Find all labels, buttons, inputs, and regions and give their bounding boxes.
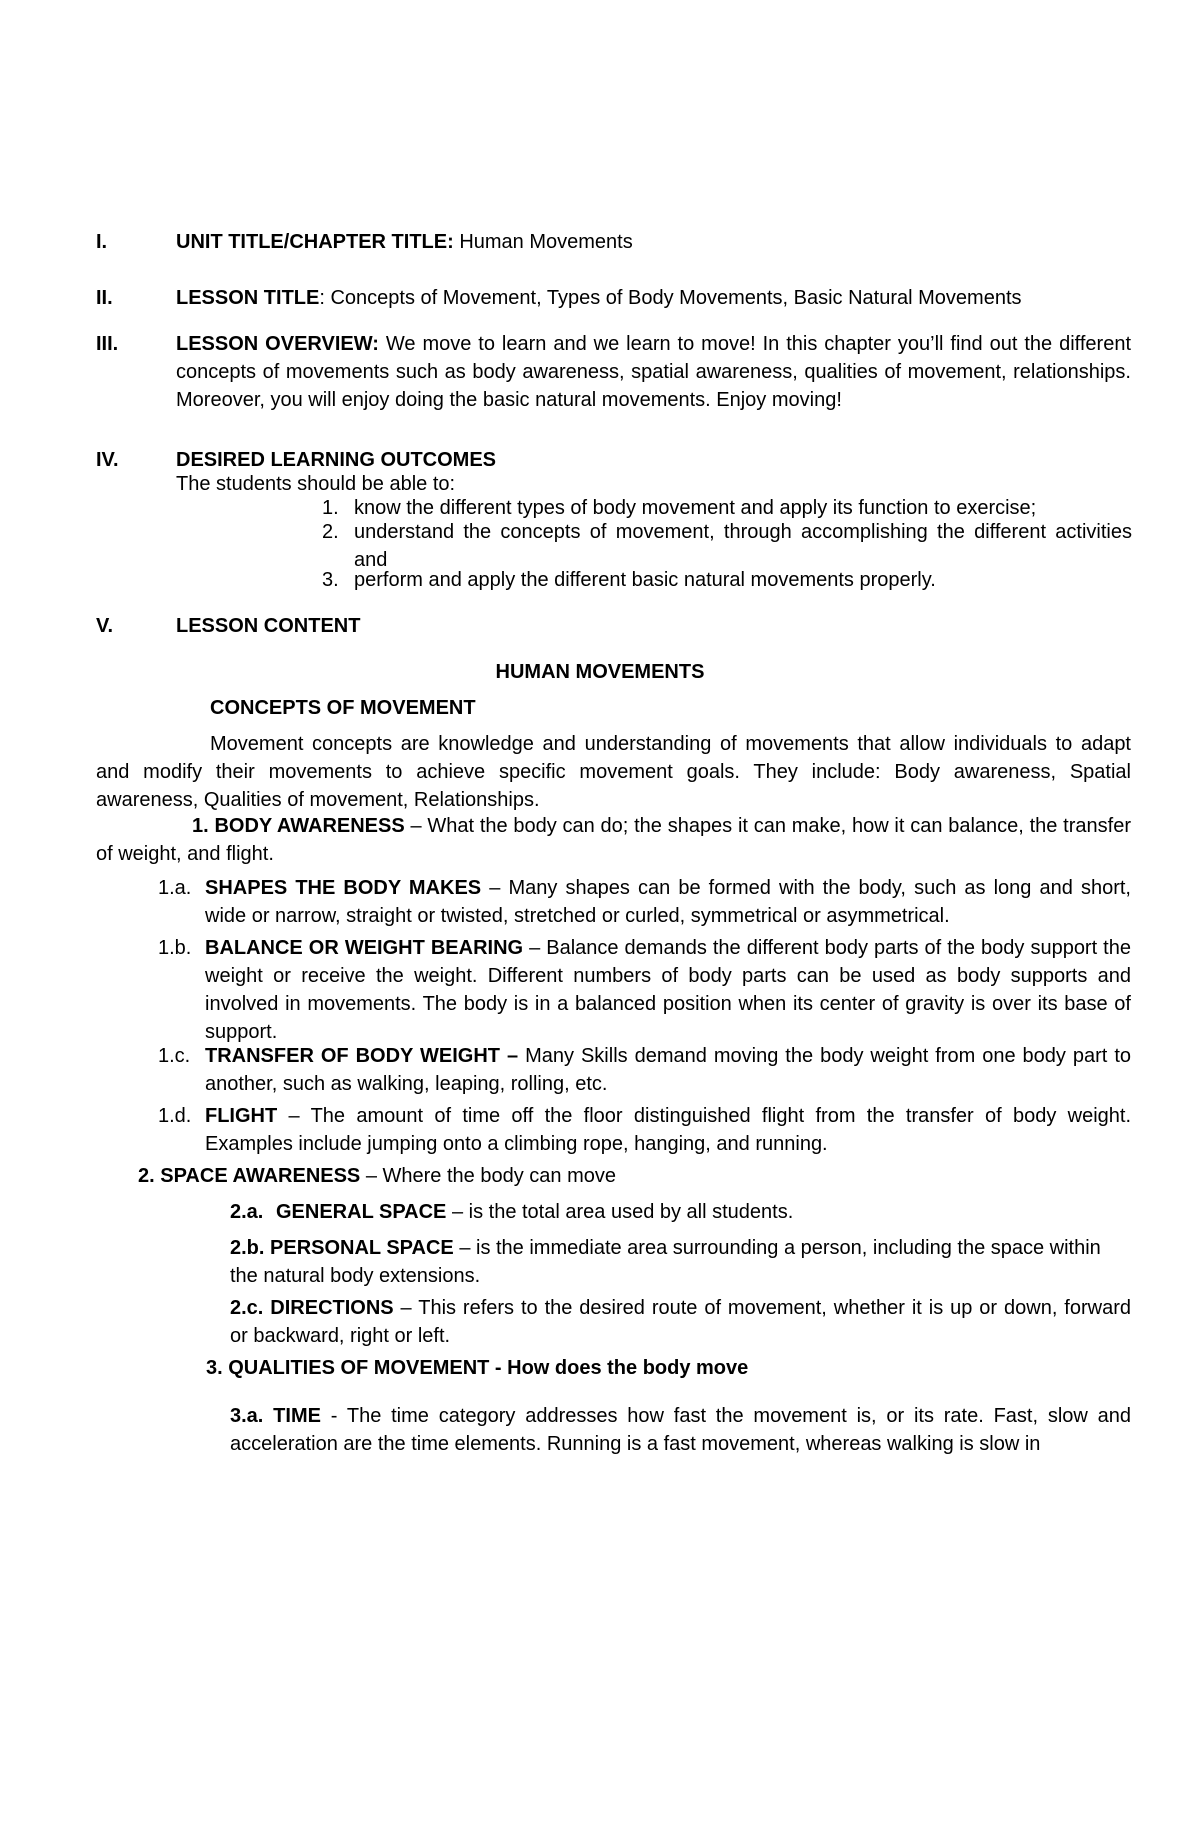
- item-1b-label: BALANCE OR WEIGHT BEARING: [205, 937, 524, 959]
- item-1d-number: 1.d.: [158, 1105, 192, 1127]
- item-1d-text: [205, 1102, 1131, 1158]
- outcome-1-number: 1.: [322, 497, 339, 519]
- item-1a-body: – Many shapes can be formed with the body, such as long and short, wide or narrow, straight or twisted, stretched or curled, symmetrical or asymmetrical.: [205, 877, 1131, 927]
- item-3a-body: - The time category addresses how fast the movement is, or its rate. Fast, slow and acceleration are the time elements. Running is a fast movement, whereas walking is slow in: [230, 1405, 1132, 1455]
- section-2-number: II.: [96, 287, 113, 309]
- section-1-number: I.: [96, 231, 108, 253]
- section-2-label: LESSON TITLE: [176, 287, 320, 309]
- space-awareness-text: – Where the body can move: [360, 1165, 616, 1187]
- section-5-line: [176, 612, 360, 640]
- item-2a-label: GENERAL SPACE: [276, 1201, 447, 1223]
- item-1c-text: [205, 1042, 1131, 1098]
- item-1c-label: TRANSFER OF BODY WEIGHT –: [205, 1045, 519, 1067]
- section-3-number: III.: [96, 333, 119, 355]
- item-3a-text: [230, 1402, 1131, 1458]
- section-1-line: [176, 228, 1116, 256]
- item-1d-body: – The amount of time off the floor distinguished flight from the transfer of body weight. Examples include jumping onto a climbing rope, hanging, and running.: [205, 1105, 1131, 1155]
- item-2a-body: – is the total area used by all students.: [446, 1201, 794, 1223]
- item-1c-body: Many Skills demand moving the body weight from one body part to another, such as walking, leaping, rolling, etc.: [205, 1045, 1132, 1095]
- section-2-line: [176, 284, 1136, 312]
- item-1d-label: FLIGHT: [205, 1105, 278, 1127]
- section-5-label: LESSON CONTENT: [176, 615, 361, 637]
- item-2b-text: [230, 1234, 1120, 1290]
- section-3-text: We move to learn and we learn to move! In this chapter you’ll find out the different concepts of movements such as body awareness, spatial awareness, qualities of movement, relationships. Moreover, you will enjoy doing the basic natural movements. Enjoy moving!: [176, 333, 1131, 411]
- item-2b-label: PERSONAL SPACE: [270, 1237, 454, 1259]
- item-2a-number: 2.a.: [230, 1201, 264, 1223]
- section-2-text: : Concepts of Movement, Types of Body Movements, Basic Natural Movements: [319, 287, 1022, 309]
- item-3a-number: 3.a.: [230, 1405, 264, 1427]
- item-2a-text: [276, 1198, 1131, 1226]
- section-5-number: V.: [96, 615, 114, 637]
- section-3-label: LESSON OVERVIEW:: [176, 333, 379, 355]
- body-awareness-text: – What the body can do; the shapes it can make, how it can balance, the transfer of weight, and flight.: [96, 815, 1131, 865]
- outcome-3-number: 3.: [322, 569, 339, 591]
- item-2b-number: 2.b.: [230, 1237, 265, 1259]
- outcome-1-text: know the different types of body movement and apply its function to exercise;: [354, 497, 1037, 519]
- item-1b-body: – Balance demands the different body parts of the body support the weight or receive the weight. Different numbers of body parts can be used as body supports and involved in movements. The body is in a balanced position when its center of gravity is over its base of support.: [205, 937, 1131, 1043]
- space-awareness-line: [138, 1162, 1128, 1190]
- section-1-text: Human Movements: [453, 231, 633, 253]
- item-1a-text: [205, 874, 1131, 930]
- item-1a-label: SHAPES THE BODY MAKES: [205, 877, 482, 899]
- item-3a-label: TIME: [273, 1405, 321, 1427]
- qualities-heading: 3. QUALITIES OF MOVEMENT - How does the body move: [206, 1357, 749, 1379]
- section-1-label: UNIT TITLE/CHAPTER TITLE:: [176, 231, 454, 253]
- item-2c-text: [230, 1294, 1131, 1350]
- item-1b-number: 1.b.: [158, 937, 192, 959]
- intro-paragraph: Movement concepts are knowledge and understanding of movements that allow individuals to adapt and modify their movements to achieve specific movement goals. They include: Body awareness, Spatial awareness, Qualities of movement, Relationships.: [96, 733, 1131, 811]
- concepts-heading: CONCEPTS OF MOVEMENT: [210, 697, 476, 719]
- outcome-2-text: understand the concepts of movement, through accomplishing the different activities and: [354, 521, 1132, 571]
- item-2c-label: DIRECTIONS: [270, 1297, 394, 1319]
- space-awareness-label: 2. SPACE AWARENESS: [138, 1165, 361, 1187]
- outcomes-intro: The students should be able to:: [176, 473, 456, 495]
- body-awareness-label: 1. BODY AWARENESS: [192, 815, 405, 837]
- item-2c-number: 2.c.: [230, 1297, 264, 1319]
- body-awareness-paragraph: [96, 812, 1131, 868]
- outcome-2-number: 2.: [322, 521, 339, 543]
- item-1a-number: 1.a.: [158, 877, 192, 899]
- item-1c-number: 1.c.: [158, 1045, 191, 1067]
- item-2b-body: – is the immediate area surrounding a person, including the space within the natural body extensions.: [230, 1237, 1101, 1287]
- item-2c-body: – This refers to the desired route of movement, whether it is up or down, forward or backward, right or left.: [230, 1297, 1131, 1347]
- human-movements-heading: HUMAN MOVEMENTS: [495, 661, 705, 683]
- section-4-label: DESIRED LEARNING OUTCOMES: [176, 449, 497, 471]
- item-1b-text: [205, 934, 1131, 1046]
- outcome-3-text: perform and apply the different basic natural movements properly.: [354, 569, 936, 591]
- section-3-paragraph: [176, 330, 1131, 414]
- section-4-number: IV.: [96, 449, 119, 471]
